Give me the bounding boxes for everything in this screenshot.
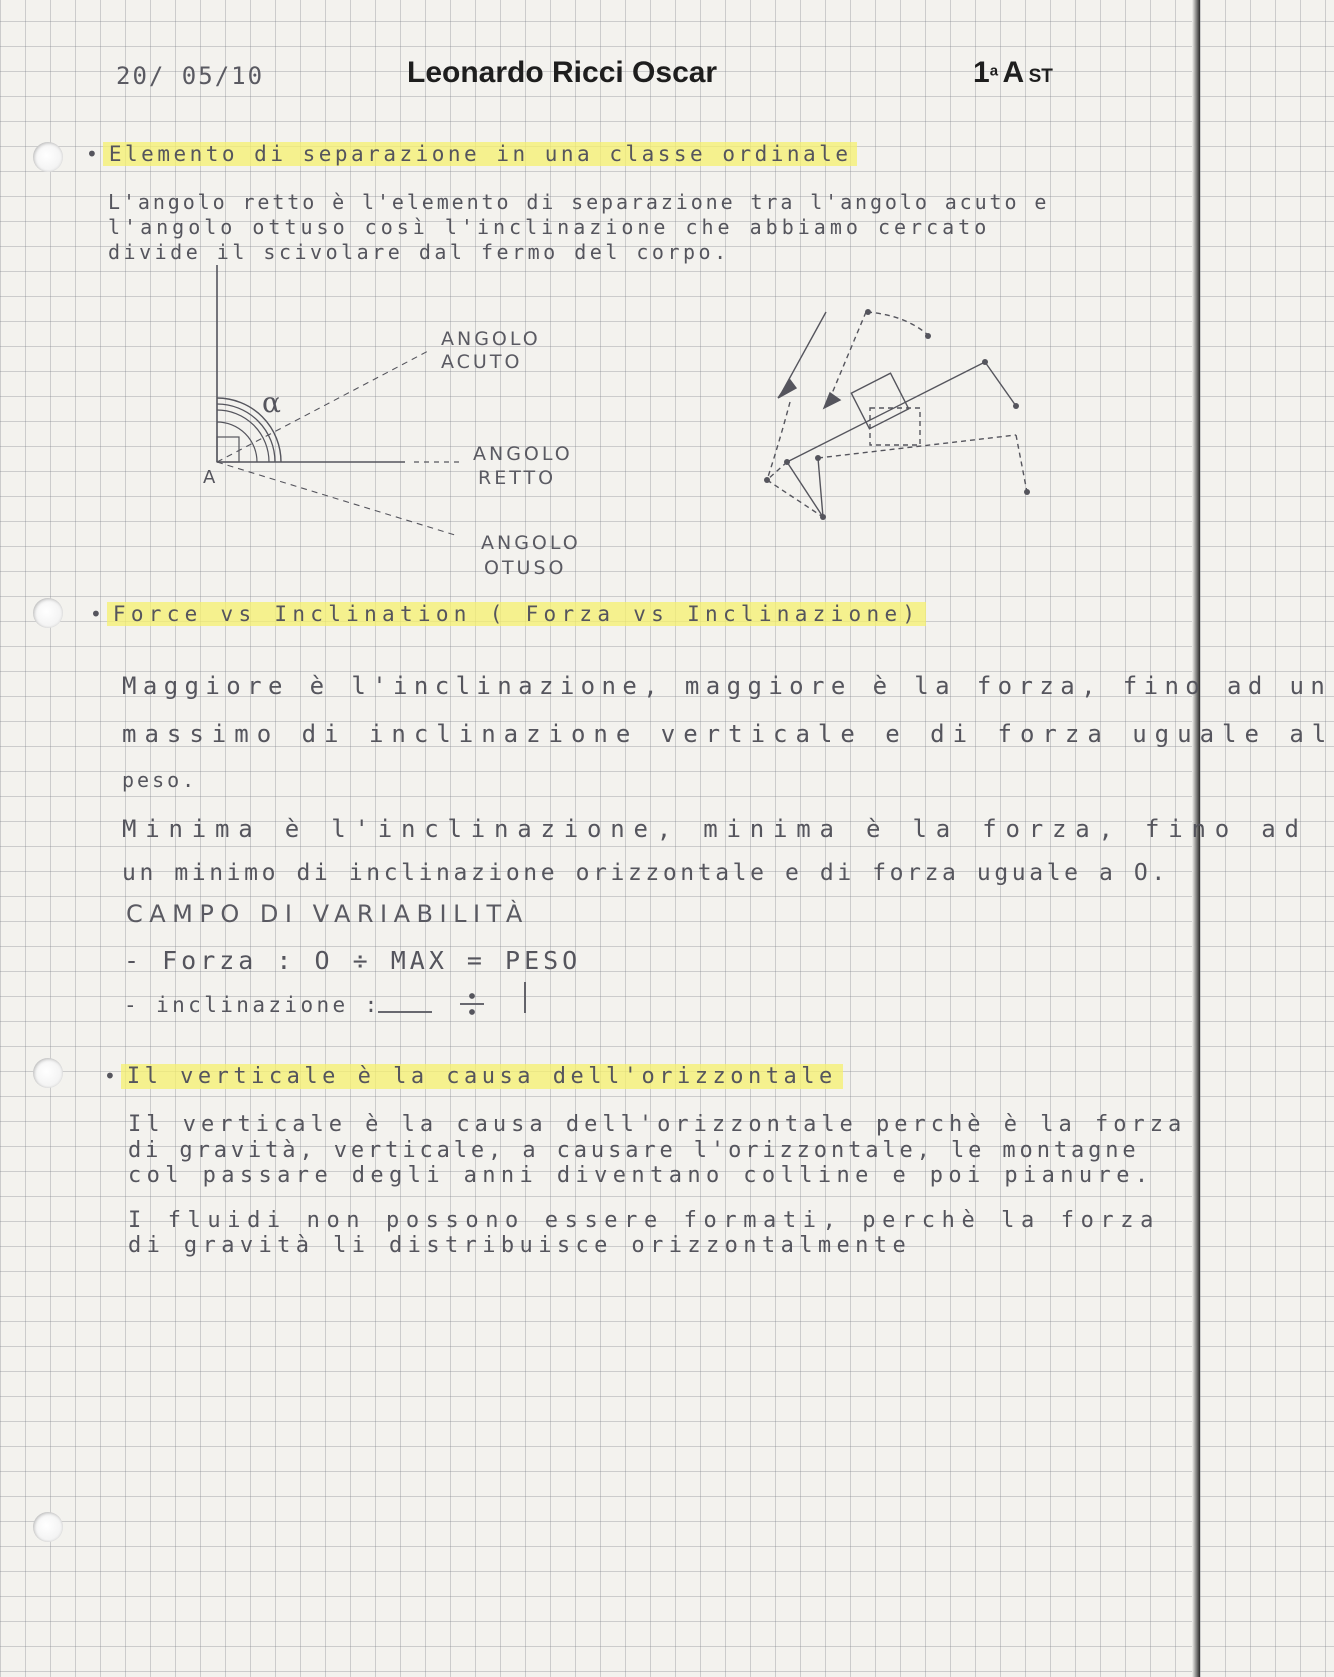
section2-heading bbox=[90, 602, 926, 626]
section2-line: un minimo di inclinazione orizzontale e di forza uguale a O. bbox=[122, 860, 1169, 886]
section1-heading bbox=[86, 142, 857, 166]
class-letter: A bbox=[1002, 56, 1025, 89]
acute-label-line2: ACUTO bbox=[441, 351, 523, 373]
point-a-label: A bbox=[203, 467, 216, 488]
obtuse-label-line2: OTUSO bbox=[484, 557, 567, 579]
section3-line: col passare degli anni diventano colline e poi pianure. bbox=[128, 1163, 1154, 1188]
binder-hole bbox=[33, 1512, 63, 1542]
bullet-icon: • bbox=[90, 602, 102, 626]
right-label-line2: RETTO bbox=[478, 467, 557, 489]
bullet-icon: • bbox=[86, 142, 98, 166]
class-suffix: ST bbox=[1028, 66, 1053, 87]
campo-heading: CAMPO DI VARIABILITÀ bbox=[126, 900, 529, 928]
header-date: 20/ 05/10 bbox=[116, 62, 265, 90]
section3-line: Il verticale è la causa dell'orizzontale perchè è la forza bbox=[128, 1112, 1187, 1137]
section1-line: l'angolo ottuso così l'inclinazione che abbiamo cercato bbox=[108, 215, 991, 239]
binder-hole bbox=[33, 142, 63, 172]
section3-line: di gravità, verticale, a causare l'orizzontale, le montagne bbox=[128, 1138, 1140, 1163]
binder-hole bbox=[33, 1058, 63, 1088]
class-superscript: a bbox=[989, 62, 999, 80]
section2-line: peso. bbox=[122, 768, 198, 792]
section1-line: L'angolo retto è l'elemento di separazione tra l'angolo acuto e bbox=[108, 190, 1050, 214]
section3-line: I fluidi non possono essere formati, perchè la forza bbox=[128, 1208, 1160, 1233]
section3-line: di gravità li distribuisce orizzontalmente bbox=[128, 1233, 912, 1258]
class-number: 1 bbox=[973, 56, 990, 89]
section2-line: massimo di inclinazione verticale e di forza uguale al bbox=[122, 720, 1334, 748]
section1-line: divide il scivolare dal fermo del corpo. bbox=[108, 240, 730, 264]
binder-hole bbox=[33, 598, 63, 628]
right-label-line1: ANGOLO bbox=[473, 443, 573, 465]
alpha-label: α bbox=[262, 386, 281, 419]
section3-heading bbox=[104, 1064, 843, 1089]
bullet-icon: • bbox=[104, 1064, 116, 1088]
section2-line: Maggiore è l'inclinazione, maggiore è la forza, fino ad un bbox=[122, 672, 1332, 700]
inclinazione-row: - inclinazione : bbox=[124, 993, 381, 1017]
section1-title: Elemento di separazione in una classe ordinale bbox=[103, 142, 858, 166]
forza-row: - Forza : O ÷ MAX = PESO bbox=[124, 946, 582, 975]
header-class bbox=[973, 56, 1053, 90]
section2-line: Minima è l'inclinazione, minima è la forza, fino ad bbox=[122, 815, 1308, 843]
obtuse-label-line1: ANGOLO bbox=[481, 532, 581, 554]
header-name: Leonardo Ricci Oscar bbox=[407, 56, 718, 89]
section3-title: Il verticale è la causa dell'orizzontale bbox=[121, 1064, 843, 1089]
acute-label-line1: ANGOLO bbox=[441, 328, 541, 350]
section2-title: Force vs Inclination ( Forza vs Inclinazione) bbox=[107, 602, 926, 626]
